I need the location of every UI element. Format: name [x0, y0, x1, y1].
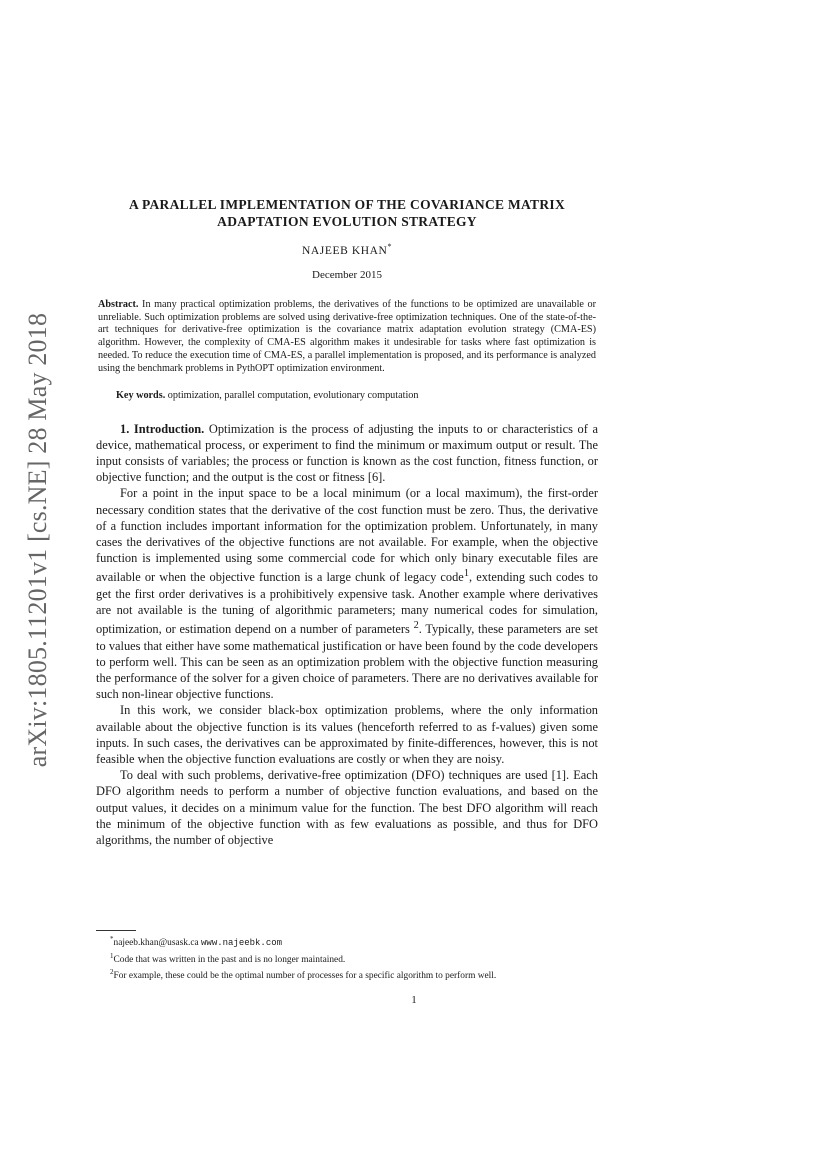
footnote-1-text: Code that was written in the past and is no longer maintained. [113, 954, 346, 965]
footnote-author [96, 933, 598, 950]
paragraph-1 [96, 421, 598, 486]
paper-title: A PARALLEL IMPLEMENTATION OF THE COVARIANCE MATRIX ADAPTATION EVOLUTION STRATEGY [128, 197, 566, 229]
footnote-2-mark: 2 [110, 968, 114, 977]
keywords-label: Key words. [116, 389, 166, 401]
footnote-1 [96, 950, 598, 967]
paragraph-1-text: Optimization is the process of adjusting the inputs to or characteristics of a device, mathematical process, or experiment to find the minimum or maximum output or result. The input consists of variables; the process or function is known as the cost function, fitness function, or objective function; and the output is the cost or fitness [6]. [96, 421, 598, 485]
footnotes [96, 930, 598, 983]
author-line [96, 242, 598, 257]
paragraph-4: To deal with such problems, derivative-free optimization (DFO) techniques are used [1]. Each DFO algorithm needs to perform a number of objective function evaluations, and based on the output values, it decides on a minimum value for the function. The best DFO algorithm will reach the minimum of the objective function with as few evaluations as possible, and thus for DFO algorithms, the number of objective [96, 768, 598, 847]
author-website-link[interactable]: www.najeebk.com [201, 938, 283, 949]
abstract [96, 299, 598, 376]
author-footnote-mark: * [387, 242, 393, 251]
footnote-2-text: For example, these could be the optimal number of processes for a specific algorithm to perform well. [113, 971, 497, 982]
arxiv-identifier: arXiv:1805.11201v1 [cs.NE] 28 May 2018 [23, 312, 52, 768]
footnote-ref-1[interactable]: 1 [463, 568, 469, 580]
abstract-label: Abstract. [98, 298, 139, 310]
paper-page [96, 196, 598, 848]
footnote-2 [96, 966, 598, 983]
paragraph-2-text-c: . Typically, these parameters are set to values that either have some mathematical justification or have been found by the code developers to perform well. This can be seen as an optimization problem with the objective function measuring the performance of the solver for a given choice of parameters. There are no derivatives available for such non-linear objective functions. [96, 622, 599, 702]
page-number: 1 [411, 994, 417, 1006]
author-name: NAJEEB KHAN [301, 244, 388, 257]
arxiv-side-stamp [18, 300, 58, 780]
paper-date: December 2015 [312, 268, 382, 281]
author-email[interactable]: najeeb.khan@usask.ca [113, 938, 199, 949]
paragraph-2-text-a: For a point in the input space to be a local minimum (or a local maximum), the first-order necessary condition states that the derivative of the cost function must be zero. Thus, the derivative of a function includes important information for the optimization problem. Unfortunately, in many cases the derivatives of the objective functions are not available. For example, when the objective function is implemented using some commercial code for which only binary executable files are available or when the objective function is a large chunk of legacy code [96, 486, 598, 585]
paragraph-3: In this work, we consider black-box optimization problems, where the only information available about the objective function is its values (henceforth referred to as f-values) given some inputs. In such cases, the derivatives can be approximated by finite-differences, however, this is not feasible when the objective function evaluations are costly or when they are noisy. [96, 703, 598, 766]
section-heading: 1. Introduction. [120, 421, 205, 436]
footnote-rule [96, 930, 136, 931]
keywords-text: optimization, parallel computation, evolutionary computation [167, 389, 419, 401]
footnote-ref-2[interactable]: 2 [413, 620, 419, 632]
paragraph-2 [96, 485, 598, 702]
paragraph-2-text-b: , extending such codes to get the first order derivatives is a prohibitively expensive task. Another example where derivatives are not available is the tuning of algorithmic parameters; many numerical codes for simulation, optimization, or estimation depend on a number of parameters [96, 570, 598, 637]
keywords [96, 390, 598, 401]
introduction-section [96, 421, 598, 849]
footnote-1-mark: 1 [110, 951, 114, 960]
abstract-text: In many practical optimization problems, the derivatives of the functions to be optimized are unavailable or unreliable. Such optimization problems are solved using derivative-free optimization techniques. One of the state-of-the-art techniques for derivative-free optimization is the covariance matrix adaptation evolution strategy (CMA-ES) algorithm. However, the complexity of CMA-ES algorithm makes it undesirable for tasks where fast optimization is needed. To reduce the execution time of CMA-ES, a parallel implementation is proposed, and its performance is analyzed using the benchmark problems in PythOPT optimization environment. [98, 298, 596, 374]
footnote-star-mark: * [110, 935, 114, 943]
